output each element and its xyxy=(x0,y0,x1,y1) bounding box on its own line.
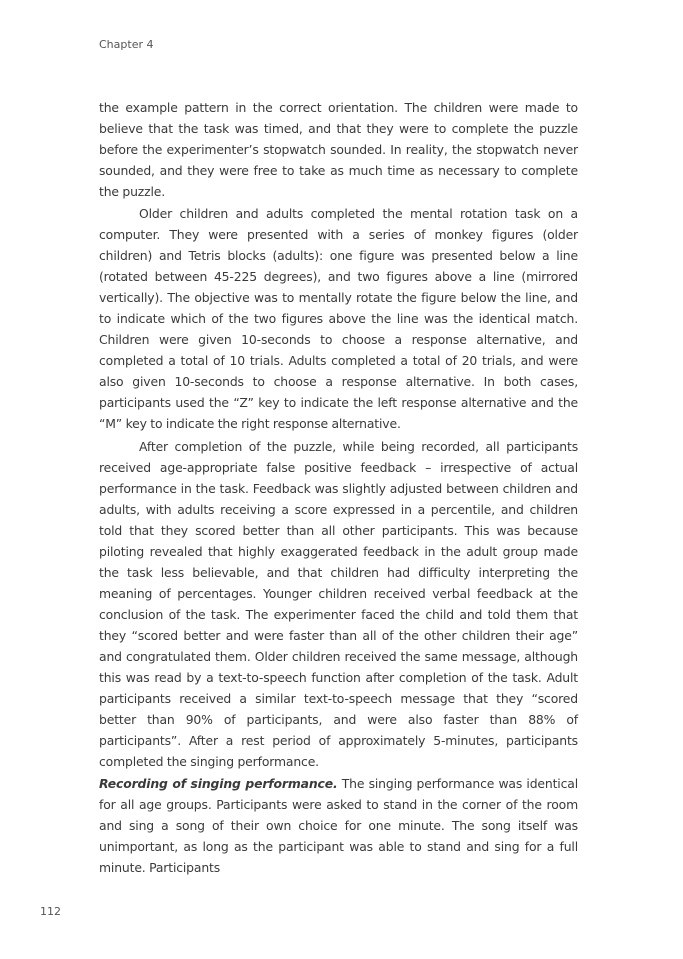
section-run-in-heading: Recording of singing performance. xyxy=(99,776,338,791)
body-paragraph-4-text: The singing performance was identical for all age groups. Participants were asked to stand in the corner of the room and sing a song of their own choice for one minute. The song itself was unimportant, as long as the participant was able to stand and sing for a full minute. Participants xyxy=(99,776,578,875)
body-paragraph-2: Older children and adults completed the mental rotation task on a computer. They were presented with a series of monkey figures (older children) and Tetris blocks (adults): one figure was presented below a line (rotated between 45-225 degrees), and two figures above a line (mirrored vertically). The objective was to mentally rotate the figure below the line, and to indicate which of the two figures above the line was the identical match. Children were given 10-seconds to choose a response alternative, and completed a total of 10 trials. Adults completed a total of 20 trials, and were also given 10-seconds to choose a response alternative. In both cases, participants used the “Z” key to indicate the left response alternative and the “M” key to indicate the right response alternative. xyxy=(99,206,578,431)
running-header-chapter: Chapter 4 xyxy=(99,38,154,51)
body-paragraph-4 xyxy=(99,773,578,878)
body-paragraph-3: After completion of the puzzle, while being recorded, all participants received age-appropriate false positive feedback – irrespective of actual performance in the task. Feedback was slightly adjusted between children and adults, with adults receiving a score expressed in a percentile, and children told that they scored better than all other participants. This was because piloting revealed that highly exaggerated feedback in the adult group made the task less believable, and that children had difficulty interpreting the meaning of percentages. Younger children received verbal feedback at the conclusion of the task. The experimenter faced the child and told them that they “scored better and were faster than all of the other children their age” and congratulated them. Older children received the same message, although this was read by a text-to-speech function after completion of the task. Adult participants received a similar text-to-speech message that they “scored better than 90% of participants, and were also faster than 88% of participants”. After a rest period of approximately 5-minutes, participants completed the singing performance. xyxy=(99,439,578,769)
page-number: 112 xyxy=(40,905,61,918)
body-paragraph-1: the example pattern in the correct orientation. The children were made to believe that the task was timed, and that they were to complete the puzzle before the experimenter’s stopwatch sounded. In reality, the stopwatch never sounded, and they were free to take as much time as necessary to complete the puzzle. xyxy=(99,100,578,199)
